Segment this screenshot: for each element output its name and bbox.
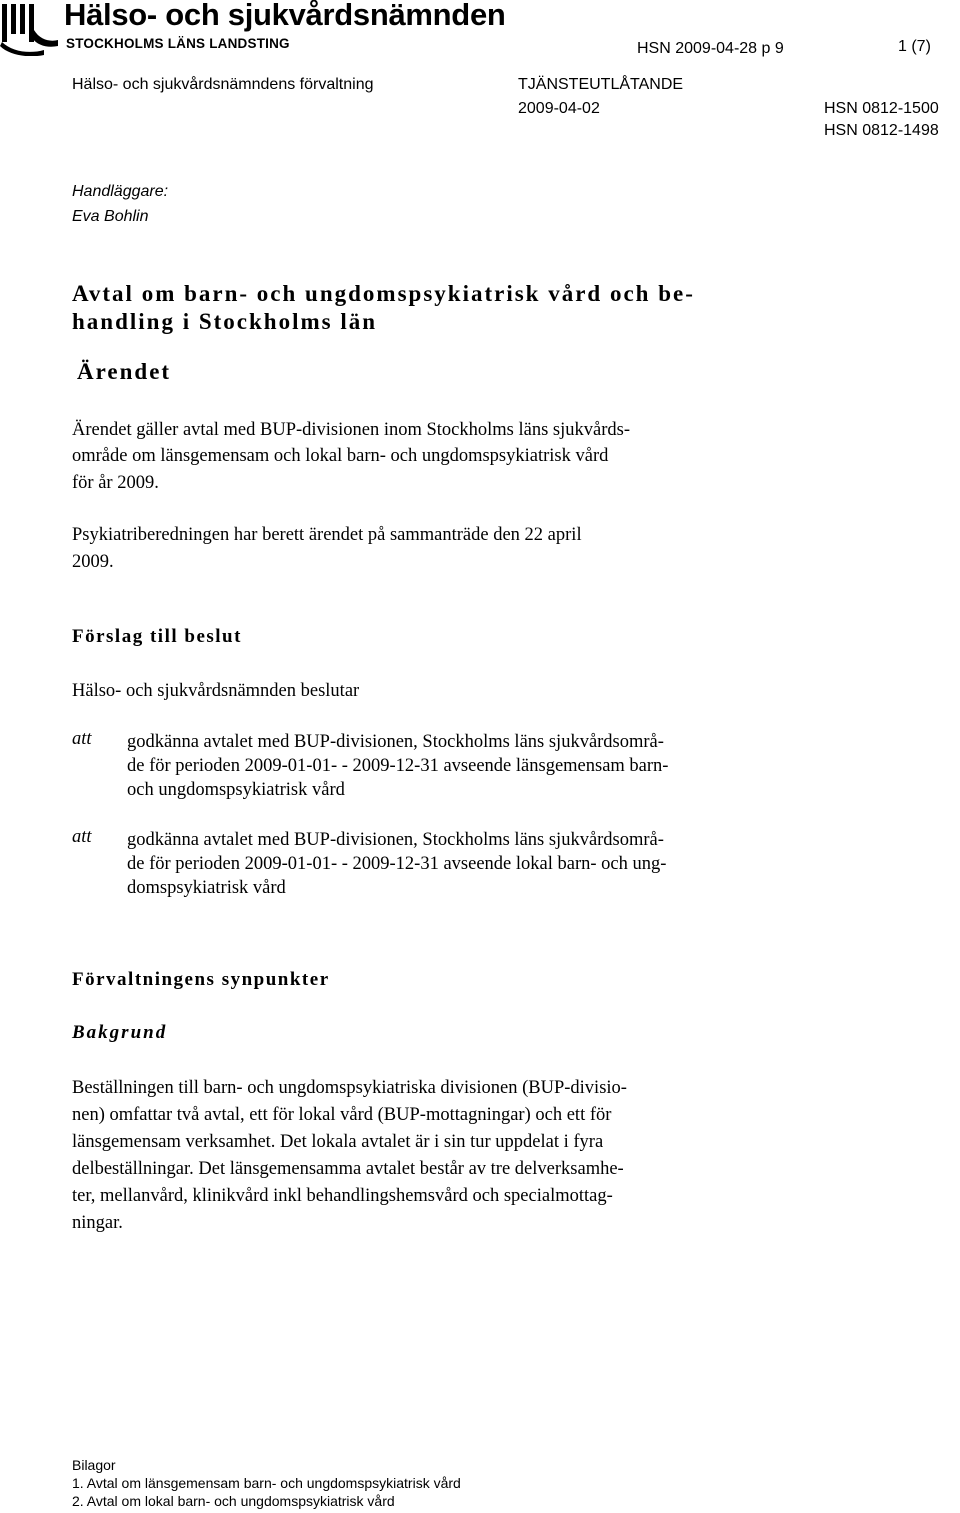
decision-line: domspsykiatrisk vård — [127, 878, 286, 898]
att-marker: att — [72, 729, 92, 749]
paragraph-line: länsgemensam verksamhet. Det lokala avtalet är i sin tur uppdelat i fyra — [72, 1132, 604, 1152]
document-date: 2009-04-02 — [518, 100, 600, 117]
document-type: TJÄNSTEUTLÅTANDE — [518, 76, 684, 93]
handlaggare-label: Handläggare: — [72, 183, 169, 200]
attachment-item: 2. Avtal om lokal barn- och ungdomspsykiatrisk vård — [72, 1493, 395, 1509]
subsection-heading-bakgrund: Bakgrund — [72, 1022, 168, 1043]
page-number: 1 (7) — [898, 38, 931, 55]
decision-line: de för perioden 2009-01-01- - 2009-12-31 avseende länsgemensam barn- — [127, 756, 669, 776]
attachments-heading: Bilagor — [72, 1457, 116, 1473]
paragraph-line: Ärendet gäller avtal med BUP-divisionen inom Stockholms läns sjukvårds- — [72, 420, 630, 440]
case-reference-2: HSN 0812-1498 — [824, 122, 939, 139]
paragraph-line: Beställningen till barn- och ungdomspsykiatriska divisionen (BUP-divisio- — [72, 1078, 627, 1098]
paragraph-line: för år 2009. — [72, 473, 159, 493]
paragraph-line: Psykiatriberedningen har berett ärendet på sammanträde den 22 april — [72, 525, 582, 545]
section-heading-arendet: Ärendet — [77, 359, 172, 384]
paragraph-line: nen) omfattar två avtal, ett för lokal vård (BUP-mottagningar) och ett för — [72, 1105, 612, 1125]
document-title-line-2: handling i Stockholms län — [72, 309, 378, 334]
logo-title: Hälso- och sjukvårdsnämnden — [64, 0, 506, 32]
decision-line: godkänna avtalet med BUP-divisionen, Stockholms läns sjukvårdsområ- — [127, 732, 664, 752]
section-heading-forslag: Förslag till beslut — [72, 626, 242, 647]
decision-line: och ungdomspsykiatrisk vård — [127, 780, 345, 800]
handlaggare-name: Eva Bohlin — [72, 208, 149, 225]
landsting-emblem-icon — [0, 0, 60, 56]
decision-intro: Hälso- och sjukvårdsnämnden beslutar — [72, 681, 360, 701]
attachment-item: 1. Avtal om länsgemensam barn- och ungdomspsykiatrisk vård — [72, 1475, 461, 1491]
decision-line: godkänna avtalet med BUP-divisionen, Stockholms läns sjukvårdsområ- — [127, 830, 664, 850]
paragraph-line: delbeställningar. Det länsgemensamma avtalet består av tre delverksamhe- — [72, 1159, 624, 1179]
document-title-line-1: Avtal om barn- och ungdomspsykiatrisk vård och be- — [72, 281, 695, 306]
decision-line: de för perioden 2009-01-01- - 2009-12-31 avseende lokal barn- och ung- — [127, 854, 667, 874]
att-marker: att — [72, 827, 92, 847]
organisation-name: Hälso- och sjukvårdsnämndens förvaltning — [72, 76, 374, 93]
section-heading-synpunkter: Förvaltningens synpunkter — [72, 969, 330, 990]
paragraph-line: ter, mellanvård, klinikvård inkl behandlingshemsvård och specialmottag- — [72, 1186, 613, 1206]
meeting-reference: HSN 2009-04-28 p 9 — [637, 40, 784, 57]
paragraph-line: område om länsgemensam och lokal barn- och ungdomspsykiatrisk vård — [72, 446, 609, 466]
paragraph-line: 2009. — [72, 552, 114, 572]
paragraph-line: ningar. — [72, 1213, 123, 1233]
case-reference-1: HSN 0812-1500 — [824, 100, 939, 117]
logo-subtitle: STOCKHOLMS LÄNS LANDSTING — [66, 36, 290, 51]
organisation-logo — [0, 0, 506, 56]
